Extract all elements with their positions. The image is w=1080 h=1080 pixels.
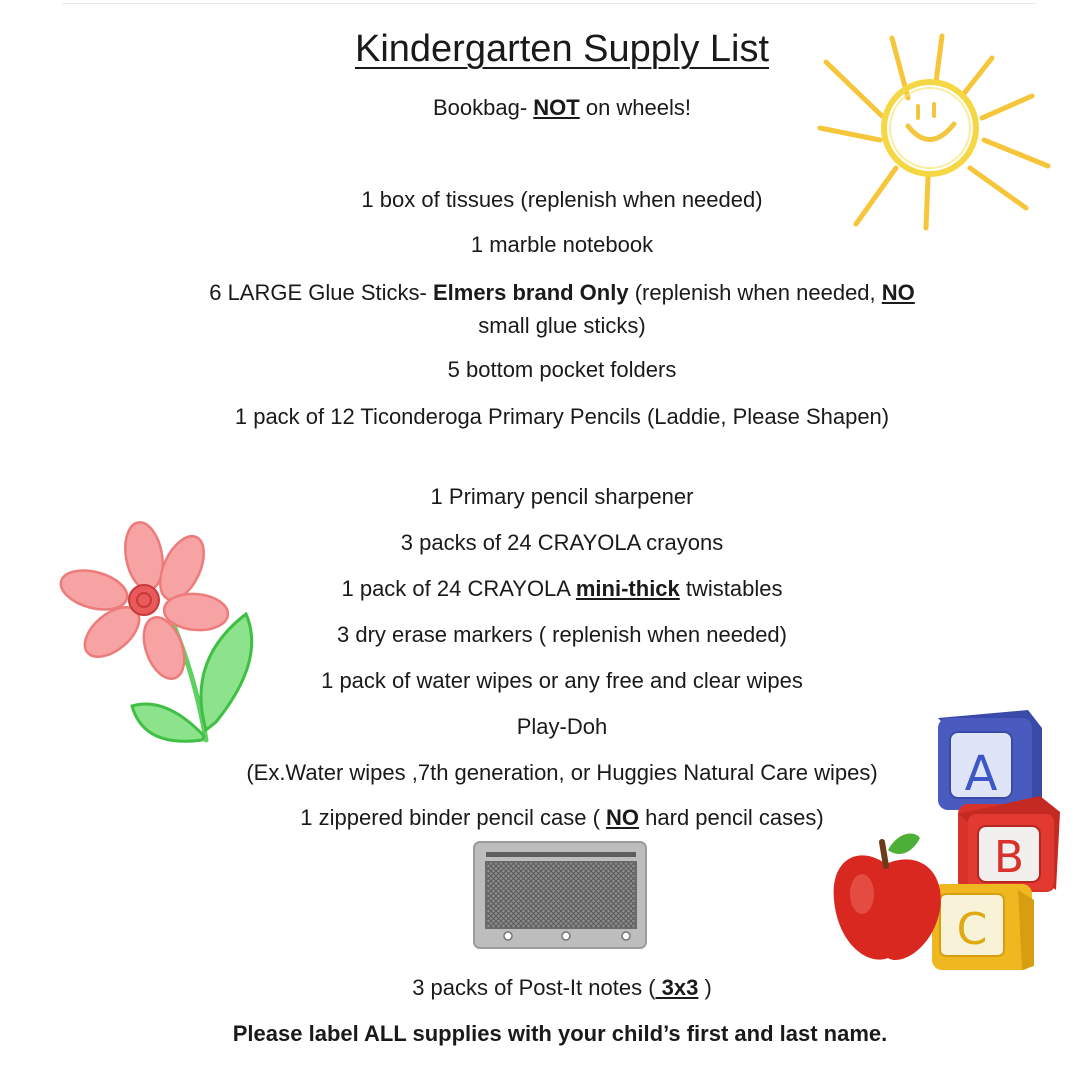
item-folders: 5 bottom pocket folders — [447, 357, 677, 382]
twistables-text-end: twistables — [679, 576, 783, 601]
glue-brand: Elmers brand Only — [432, 280, 629, 305]
postit-text: 3 packs of Post-It notes ( — [412, 975, 656, 1000]
item-sharpener: 1 Primary pencil sharpener — [430, 484, 694, 509]
item-wipes-examples: (Ex.Water wipes ,7th generation, or Huggies Natural Care wipes) — [246, 760, 878, 785]
postit-emphasis: 3x3 — [655, 975, 699, 1000]
label-reminder: Please label ALL supplies with your child’s first and last name. — [232, 1021, 888, 1046]
postit-text-end: ) — [698, 975, 712, 1000]
item-glue — [200, 276, 924, 342]
pencil-case-text: 1 zippered binder pencil case ( — [300, 805, 607, 830]
block-c-letter: C — [956, 904, 988, 955]
top-rule — [62, 3, 1036, 4]
block-a-letter: A — [964, 746, 998, 802]
block-b-letter: B — [993, 832, 1025, 883]
glue-emphasis: NO — [881, 280, 915, 305]
block-c — [932, 884, 1034, 970]
sun-icon — [812, 28, 1062, 238]
pencil-case-emphasis: NO — [606, 805, 640, 830]
abc-blocks-icon — [828, 704, 1068, 976]
bookbag-text-end: on wheels! — [579, 95, 692, 120]
item-playdoh: Play-Doh — [516, 714, 608, 739]
block-b — [958, 796, 1060, 892]
item-wipes: 1 pack of water wipes or any free and clear wipes — [321, 668, 803, 693]
item-crayons: 3 packs of 24 CRAYOLA crayons — [400, 530, 724, 555]
apple-icon — [834, 834, 941, 960]
flower-icon — [56, 510, 286, 760]
glue-text-end: small glue sticks) — [478, 313, 646, 338]
item-pencils: 1 pack of 12 Ticonderoga Primary Pencils (Laddie, Please Shapen) — [234, 404, 890, 429]
block-a — [938, 710, 1042, 810]
item-notebook: 1 marble notebook — [470, 232, 654, 257]
bookbag-emphasis: NOT — [533, 95, 580, 120]
bookbag-text: Bookbag- — [432, 95, 534, 120]
item-tissues: 1 box of tissues (replenish when needed) — [361, 187, 763, 212]
pencil-case-image — [466, 836, 652, 954]
page-title: Kindergarten Supply List — [354, 28, 770, 70]
pencil-case-text-end: hard pencil cases) — [639, 805, 824, 830]
glue-text-mid: (replenish when needed, — [628, 280, 882, 305]
item-markers: 3 dry erase markers ( replenish when needed) — [336, 622, 787, 647]
twistables-emphasis: mini-thick — [575, 576, 680, 601]
twistables-text: 1 pack of 24 CRAYOLA — [341, 576, 576, 601]
glue-text: 6 LARGE Glue Sticks- — [209, 280, 433, 305]
